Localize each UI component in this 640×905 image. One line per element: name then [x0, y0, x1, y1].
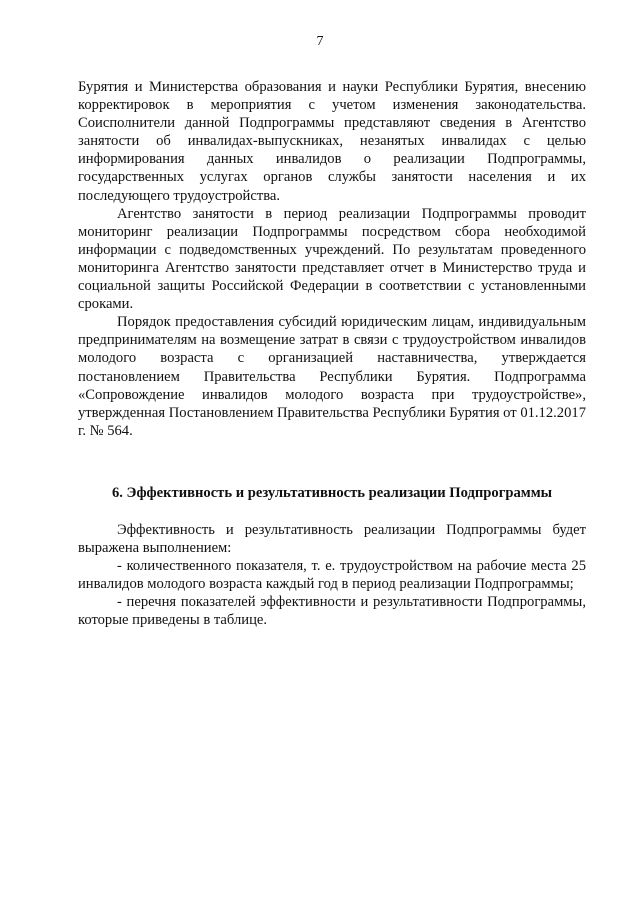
- paragraph-1: Бурятия и Министерства образования и науки Республики Бурятия, внесению корректировок в мероприятия с учетом изменения законодательства. Соисполнители данной Подпрограммы представляют сведения в Агентство занятости об инвалидах-выпускниках, незанятых инвалидах с целью информирования данных инвалидов о реализации Подпрограммы, государственных услугах органов службы занятости населения и их последующего трудоустройства.: [78, 79, 586, 204]
- section-intro: Эффективность и результативность реализации Подпрограммы будет выражена выполнением:: [78, 521, 586, 557]
- section-heading: 6. Эффективность и результативность реализации Подпрограммы: [111, 484, 553, 501]
- list-item-indicators: - перечня показателей эффективности и результативности Подпрограммы, которые приведены в таблице.: [78, 594, 586, 629]
- document-body: [78, 78, 586, 630]
- page-number: 7: [316, 34, 324, 49]
- list-item-quantitative: - количественного показателя, т. е. трудоустройством на рабочие места 25 инвалидов молодого возраста каждый год в период реализации Подпрограммы;: [78, 558, 586, 593]
- paragraph-3: Порядок предоставления субсидий юридическим лицам, индивидуальным предпринимателям на возмещение затрат в связи с трудоустройством инвалидов молодого возраста с организацией наставничества, утверждается постановлением Правительства Республики Бурятия. Подпрограмма «Сопровождение инвалидов молодого возраста при трудоустройстве», утвержденная Постановлением Правительства Республики Бурятия от 01.12.2017 г. № 564.: [78, 314, 586, 439]
- paragraph-2: Агентство занятости в период реализации Подпрограммы проводит мониторинг реализации Подпрограммы посредством сбора необходимой информации с подведомственных учреждений. По результатам проведенного мониторинга Агентство занятости представляет отчет в Министерство труда и социальной защиты Российской Федерации в соответствии с установленными сроками.: [78, 205, 586, 313]
